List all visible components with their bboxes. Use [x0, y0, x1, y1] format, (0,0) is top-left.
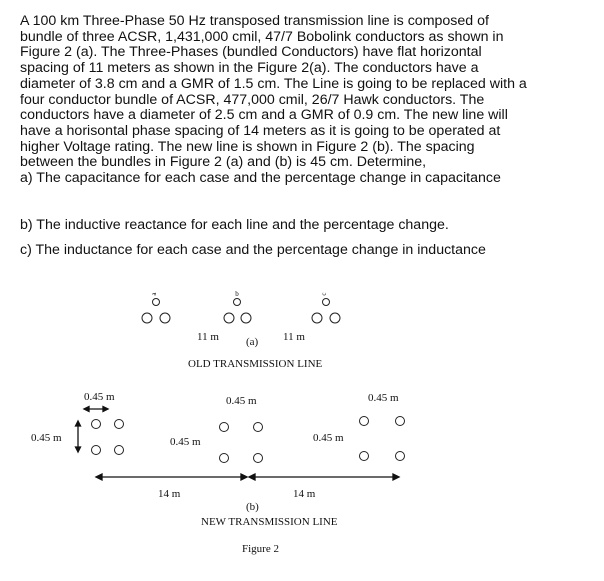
phase-label-c: c [320, 292, 328, 296]
phase-label-a: a [150, 292, 158, 296]
bundle-c [312, 299, 340, 324]
new-line-title: NEW TRANSMISSION LINE [201, 516, 338, 528]
new-bundle-right [360, 417, 405, 461]
problem-statement: A 100 km Three-Phase 50 Hz transposed transmission line is composed of bundle of three ACSR, 1,431,000 cmil, 47/7 Bobolink conductors as shown in Figure 2 (a). The Three-Phases (bundled Conductors) have flat horizontal spacing of 11 meters as shown in the Figure 2(a). The conductors have a diameter of 3.8 cm and a GMR of 1.5 cm. The Line is going to be replaced with a four conductor bundle of ACSR, 477,000 cmil, 26/7 Hawk conductors. The conductors have a diameter of 2.5 cm and a GMR of 0.9 cm. The new line will have a horisontal phase spacing of 14 meters as it is going to be operated at higher Voltage rating. The new line is shown in Figure 2 (b). The spacing between the bundles in Figure 2 (a) and (b) is 45 cm. Determine, a) The capacitance for each case and the percentage change in capacitance [20, 13, 527, 187]
bundle-b [224, 299, 251, 324]
new-bundle-middle [220, 423, 263, 463]
phase-spacing-label-left: 14 m [158, 488, 181, 500]
phase-label-b: b [235, 290, 239, 298]
figure-a-sublabel: (a) [246, 336, 259, 348]
bundle-spacing-label-left: 0.45 m [84, 391, 115, 403]
phase-spacing-label-right: 14 m [293, 488, 316, 500]
figure-b-sublabel: (b) [246, 501, 259, 513]
bundle-vertical-label-left: 0.45 m [31, 432, 62, 444]
bundle-vertical-label-middle: 0.45 m [170, 436, 201, 448]
new-bundle-left [92, 420, 124, 455]
bundle-a [142, 299, 170, 324]
bundle-spacing-label-right: 0.45 m [368, 392, 399, 404]
question-b: b) The inductive reactance for each line and the percentage change. [20, 217, 449, 233]
question-c: c) The inductance for each case and the percentage change in inductance [20, 242, 486, 258]
spacing-label-a-right: 11 m [283, 331, 305, 343]
old-line-title: OLD TRANSMISSION LINE [188, 358, 323, 370]
figure-caption: Figure 2 [242, 543, 279, 555]
bundle-spacing-label-middle: 0.45 m [226, 395, 257, 407]
spacing-label-a-left: 11 m [197, 331, 219, 343]
bundle-vertical-label-right: 0.45 m [313, 432, 344, 444]
